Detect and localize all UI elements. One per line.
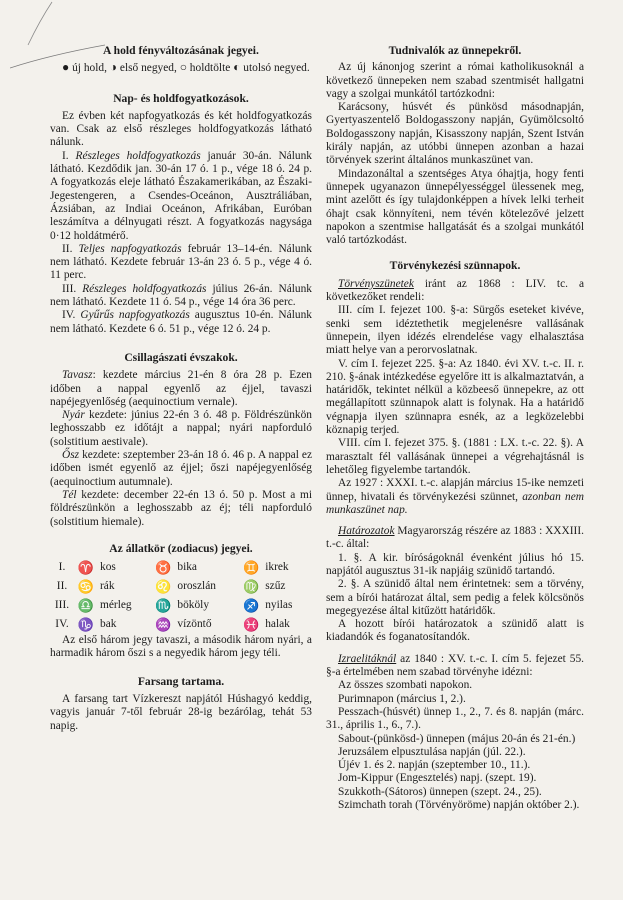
holidays-p2: Karácsony, húsvét és pünkösd másodnapján, Gyertyaszentelő Boldogasszony napján, Gyümölcsoltó Boldogasszony napján, Kisasszony napján, Szent István király napján, az utóbbi ünnepen azonban a hazai törvények szerint általános munkaszünet van. bbox=[326, 101, 584, 167]
holidays-p3: Mindazonáltal a szentséges Atya óhajtja, hogy fenti ünnepek ugyanazon ünnepélyességgel ülessenek meg, mint azelőtt és így tulajdonképpen a hívek lelki terheit óhajt csak könnyíteni, nem tévén kötelezővé jelzett napokon a szentmise hallgatását és a szolgai munkától való tartózkodást. bbox=[326, 167, 584, 247]
eclipse-4: IV. Gyűrűs napfogyatkozás augusztus 10-én. Nálunk nem látható. Kezdete 6 ó. 51 p., vége 12 ó. 24 p. bbox=[50, 309, 312, 335]
zodiac-sign-icon: ♉ bbox=[155, 559, 172, 575]
zodiac-sign-name: nyilas bbox=[265, 598, 293, 611]
zodiac-sign-icon: ♏ bbox=[155, 597, 172, 613]
left-column bbox=[50, 0, 312, 733]
last-quarter-icon: ◐ bbox=[233, 60, 241, 75]
season-summer: Nyár kezdete: június 22-én 3 ó. 48 p. Földrészünkön leghosszabb ez időtájt a nappal; nyári napforduló (solstitium aestivale). bbox=[50, 409, 312, 448]
zodiac-sign-icon: ♋ bbox=[77, 578, 95, 594]
zodiac-sign-name: kos bbox=[100, 560, 116, 573]
court-p1: Törvényszünetek iránt az 1868 : LIV. tc. a következőket rendeli: bbox=[326, 277, 584, 304]
list-item: Újév 1. és 2. napján (szeptember 10., 11.). bbox=[338, 759, 531, 772]
jewish-holidays-list bbox=[326, 679, 584, 812]
zodiac-sign-name: rák bbox=[100, 579, 115, 592]
court-title: Törvénykezési szünnapok. bbox=[389, 259, 521, 273]
right-column bbox=[326, 0, 584, 812]
list-item: Szukkoth-(Sátoros) ünnepen (szept. 24., 25). bbox=[338, 785, 542, 798]
holidays-title: Tudnivalók az ünnepekről. bbox=[388, 44, 522, 57]
list-item: Sabout-(pünkösd-) ünnepen (május 20-án és 21-én.) bbox=[338, 732, 576, 745]
list-item: Jom-Kippur (Engesztelés) napj. (szept. 19). bbox=[338, 772, 537, 785]
zodiac-table bbox=[50, 558, 310, 634]
zodiac-sign-name: bököly bbox=[177, 598, 210, 611]
zodiac-row bbox=[50, 577, 310, 596]
court-p10: Izraelitáknál az 1840 : XV. t.-c. I. cím 5. fejezet 55. §-a értelmében nem szabad törvényhe idézni: bbox=[326, 652, 584, 679]
eclipses-title: Nap- és holdfogyatkozások. bbox=[113, 91, 249, 105]
list-item: Szimchath torah (Törvényöröme) napján október 2.). bbox=[338, 799, 580, 812]
full-moon-icon: ○ bbox=[179, 60, 187, 75]
court-p9: A hozott bírói határozatok a szünidő alatt is kiadandók és foganatosítandók. bbox=[326, 618, 584, 644]
moon-phases-title: A hold fényváltozásának jegyei. bbox=[103, 44, 259, 57]
zodiac-numeral: II. bbox=[56, 579, 68, 592]
zodiac-numeral: I. bbox=[58, 560, 66, 573]
zodiac-sign-name: ikrek bbox=[265, 560, 289, 573]
zodiac-sign-name: szűz bbox=[265, 579, 286, 592]
list-item: Purimnapon (március 1, 2.). bbox=[338, 692, 466, 705]
list-item: Pesszach-(húsvét) ünnep 1., 2., 7. és 8. napján (márc. 31., április 1., 6., 7.). bbox=[326, 705, 584, 732]
court-p6: Határozatok Magyarország részére az 1883 : XXXIII. t.-c. által: bbox=[326, 525, 584, 551]
holidays-p1: Az új kánonjog szerint a római katholikusoknál a következő ünnepeken nem szabad szentmisét hallgatni vagy a szolgai munkától tartózkodni: bbox=[326, 61, 584, 100]
zodiac-sign-icon: ♓ bbox=[243, 616, 260, 632]
seasons-title: Csillagászati évszakok. bbox=[124, 350, 238, 364]
new-moon-icon: ● bbox=[62, 60, 70, 75]
zodiac-sign-icon: ♈ bbox=[77, 559, 95, 575]
zodiac-text: Az első három jegy tavaszi, a második három nyári, a harmadik három őszi s a negyedik három jegy téli. bbox=[50, 634, 312, 660]
zodiac-numeral: IV. bbox=[55, 617, 69, 630]
court-p8: 2. §. A szünidő által nem érintetnek: sem a törvény, sem a bírói határozat által, sem pedig a felek kölcsönös megegyezése által kitűzött határidők. bbox=[326, 578, 584, 617]
zodiac-row bbox=[50, 596, 310, 615]
zodiac-sign-icon: ♍ bbox=[243, 578, 260, 594]
zodiac-row bbox=[50, 558, 310, 577]
first-quarter-icon: ◑ bbox=[109, 60, 118, 75]
zodiac-sign-name: bika bbox=[177, 560, 197, 573]
court-p2: III. cím I. fejezet 100. §-a: Sürgős eseteket kivéve, senki sem idéztethetik megjelenésre vallásának ünnepein, ilyen idézés elrendelése vagy elhalasztása miatt helye van a perorvoslatnak. bbox=[326, 304, 584, 357]
eclipses-intro: Ez évben két napfogyatkozás és két holdfogyatkozás van. Csak az első részleges holdfogyatkozás látható nálunk. bbox=[50, 109, 312, 149]
zodiac-sign-name: halak bbox=[265, 617, 290, 630]
list-item: Az összes szombati napokon. bbox=[338, 679, 473, 692]
zodiac-sign-icon: ♑ bbox=[77, 616, 95, 632]
zodiac-sign-icon: ♐ bbox=[243, 597, 260, 613]
zodiac-sign-icon: ♎ bbox=[77, 597, 95, 613]
eclipse-2: II. Teljes napfogyatkozás február 13–14-én. Nálunk nem látható. Kezdete február 13-án 23 ó. 5 p., vége 4 ó. 11 perc. bbox=[50, 242, 312, 282]
eclipse-3: III. Részleges holdfogyatkozás július 26-án. Nálunk nem látható. Kezdete 11 ó. 54 p., vége 14 óra 36 perc. bbox=[50, 282, 312, 309]
court-p3: V. cím I. fejezet 225. §-a: Az 1840. évi XV. t.-c. II. r. 210. §-ának intézkedése egyelőre itt is alkalmaztatván, a határidők, tekintet nélkül a közbeeső ünnepekre, az ott megállapított szünnapok alatt is folynak. Ha a határidő végnapja ilyen szünnapra esnék, az a legközelebbi köznapig terjed. bbox=[326, 357, 584, 437]
zodiac-sign-name: mérleg bbox=[100, 598, 132, 611]
season-winter: Tél kezdete: december 22-én 13 ó. 50 p. Most a mi földrészünkön a leghosszabb az éj; téli napforduló (solstitium hiemale). bbox=[50, 488, 312, 528]
zodiac-sign-icon: ♊ bbox=[243, 559, 260, 575]
zodiac-numeral: III. bbox=[54, 598, 70, 611]
season-autumn: Ősz kezdete: szeptember 23-án 18 ó. 46 p. A nappal ez időben ismét egyenlő az éjjel; őszi napéjegyenlőség (aequinoctium autumnale). bbox=[50, 449, 312, 488]
zodiac-row bbox=[50, 615, 310, 634]
zodiac-sign-icon: ♌ bbox=[155, 578, 172, 594]
zodiac-title: Az állatkör (zodiacus) jegyei. bbox=[109, 541, 253, 555]
court-p5: Az 1927 : XXXI. t.-c. alapján március 15-ike nemzeti ünnep, hivatali és törvénykezési szünnet, azonban nem munkaszünet nap. bbox=[326, 477, 584, 516]
zodiac-sign-icon: ♒ bbox=[155, 616, 172, 632]
zodiac-sign-name: vízöntő bbox=[177, 617, 212, 630]
court-p4: VIII. cím I. fejezet 375. §. (1881 : LX. t.-c. 22. §). A marasztalt fél vallásának ünnepei a végrehajtásnál is lehetőleg figyelembe tartandók. bbox=[326, 437, 584, 476]
zodiac-sign-name: bak bbox=[100, 617, 117, 630]
carnival-title: Farsang tartama. bbox=[137, 674, 225, 688]
carnival-text: A farsang tart Vízkereszt napjától Húshagyó keddig, vagyis január 7-től február 28-ig bezárólag, tehát 53 napig. bbox=[50, 692, 312, 732]
list-item: Jeruzsálem elpusztulása napján (júl. 22.). bbox=[338, 745, 526, 758]
season-spring: Tavasz: kezdete március 21-én 8 óra 28 p. Ezen időben a nappal egyenlő az éjjel, tavaszi napéjegyenlőség (aequinoctium vernale). bbox=[50, 369, 312, 408]
eclipse-1: I. Részleges holdfogyatkozás január 30-án. Nálunk látható. Kezdődik jan. 30-án 17 ó. 1 p., vége 18 ó. 24 p. A fogyatkozás eleje látható Északamerikában, az Északi-Jegestengeren, a Csendes-Oceánon, Ausztráliában, Ázsiában, az Indiai Oceánon, Afrikában, Euróban leszámítva a délnyugati részt. A fogyatkozás nagysága 0·12 holdátmérő. bbox=[50, 149, 312, 242]
court-p7: 1. §. A kir. bíróságoknál évenként július hó 15. napjától augusztus 31-ik napjáig szünidő tartandó. bbox=[326, 551, 584, 577]
moon-phases-legend: ● új hold, ◑ első negyed, ○ holdtölte ◐ utolsó negyed. bbox=[62, 60, 310, 75]
zodiac-sign-name: oroszlán bbox=[177, 579, 216, 592]
